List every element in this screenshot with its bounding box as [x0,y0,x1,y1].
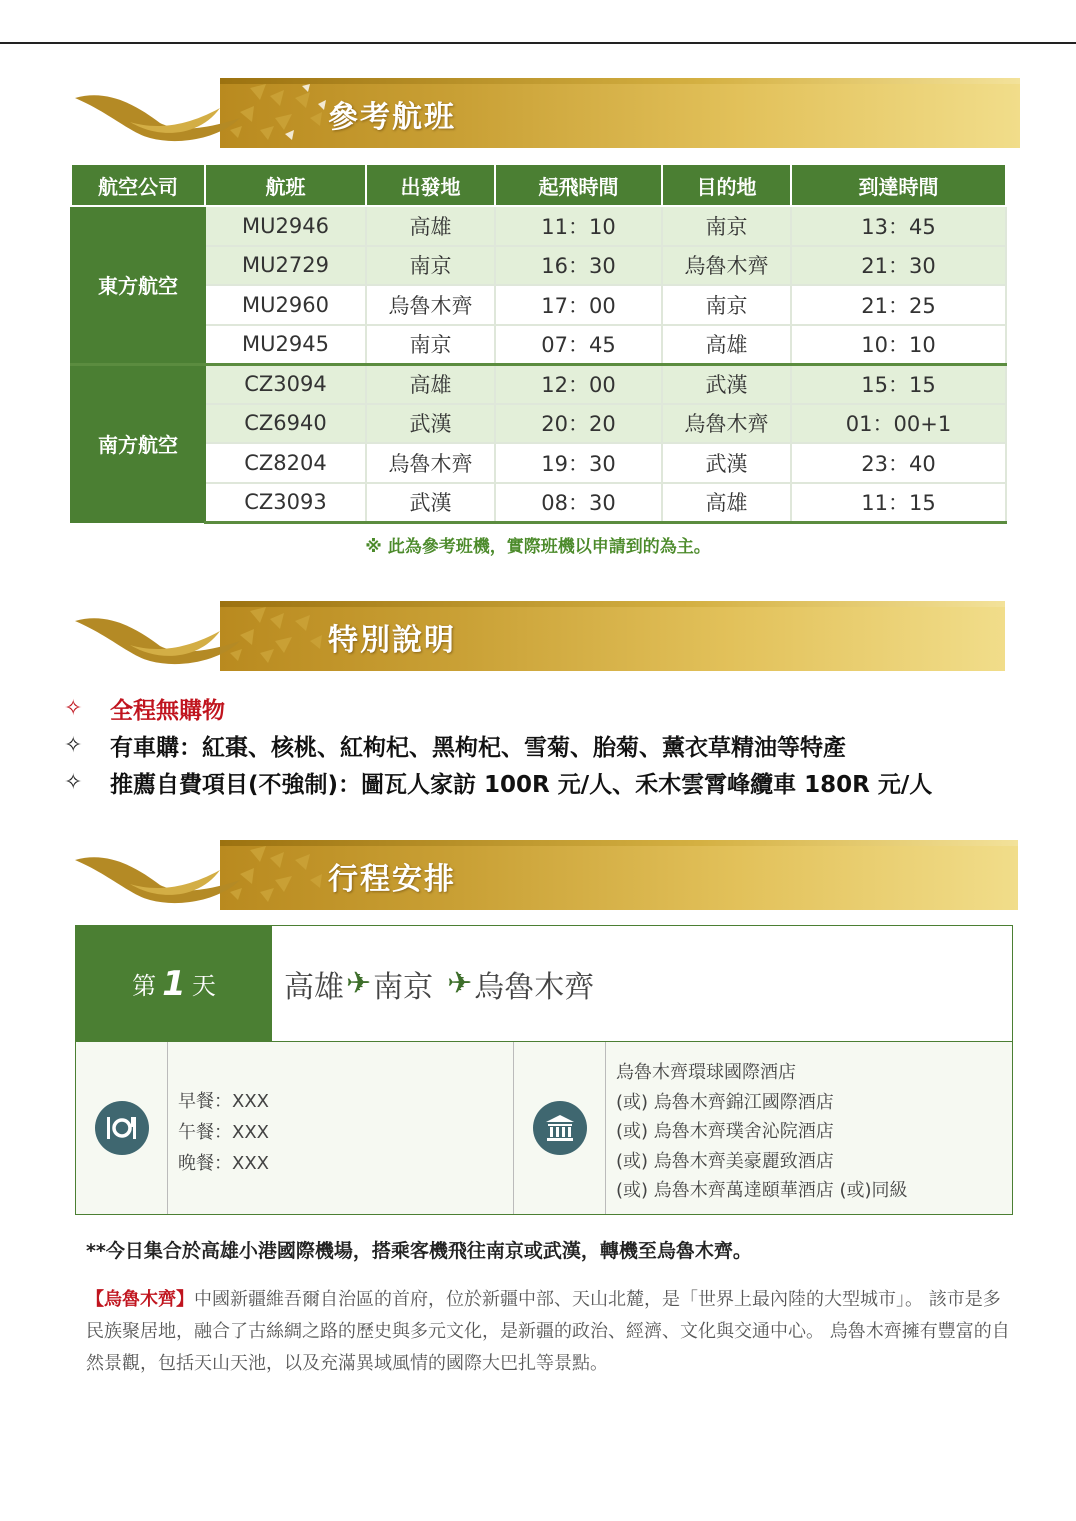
day-route [272,926,1012,1041]
building-icon [533,1101,587,1155]
route-stop: 南京 [373,969,434,1005]
depart-time: 16：30 [495,246,662,286]
flight-number: CZ3093 [205,483,366,523]
departure: 南京 [366,246,495,286]
flight-number: MU2960 [205,285,366,325]
header-departure: 出發地 [366,164,495,206]
arrive-time: 11：15 [791,483,1006,523]
meal-lunch: 午餐：XXX [178,1122,269,1143]
day-header [76,926,1012,1041]
flight-number: MU2729 [205,246,366,286]
destination: 武漢 [662,364,791,404]
note-text: 有車購：紅棗、核桃、紅枸杞、黑枸杞、雪菊、胎菊、薰衣草精油等特產 [110,735,846,761]
header-arrive-time: 到達時間 [791,164,1006,206]
table-row [71,443,1006,483]
header-destination: 目的地 [662,164,791,206]
star-icon: ✧ [64,696,83,721]
hotels-list [606,1042,1012,1214]
list-item [64,764,932,801]
route-stop: 烏魯木齊 [474,969,595,1005]
day-1-table [75,925,1013,1215]
depart-time: 17：00 [495,285,662,325]
destination: 烏魯木齊 [662,404,791,444]
arrive-time: 01：00+1 [791,404,1006,444]
table-row [71,325,1006,365]
flight-number: CZ6940 [205,404,366,444]
meal-dinner: 晚餐：XXX [178,1153,269,1174]
airline-cell: 東方航空 [71,206,205,364]
arrive-time: 21：30 [791,246,1006,286]
depart-time: 12：00 [495,364,662,404]
table-row [71,285,1006,325]
top-rule [0,42,1076,44]
depart-time: 11：10 [495,206,662,246]
day-details [76,1041,1012,1214]
route-stop: 高雄 [284,969,344,1005]
flight-table [70,163,1007,524]
city-description [86,1284,1016,1380]
section-banner-itinerary [70,840,1018,914]
section-banner-notes [70,601,1005,675]
destination: 高雄 [662,483,791,523]
banner-title: 特別說明 [328,623,456,658]
hotel-icon-cell [514,1042,606,1214]
utensils-icon [95,1101,149,1155]
gathering-note: **今日集合於高雄小港國際機場，搭乘客機飛往南京或武漢，轉機至烏魯木齊。 [86,1240,752,1262]
departure: 高雄 [366,364,495,404]
departure: 高雄 [366,206,495,246]
hotel-option: (或) 烏魯木齊萬達頤華酒店 (或)同級 [616,1180,908,1201]
header-flight: 航班 [205,164,366,206]
hotel-option: (或) 烏魯木齊錦江國際酒店 [616,1091,834,1113]
arrive-time: 15：15 [791,364,1006,404]
banner-title: 參考航班 [328,100,456,135]
phoenix-ornament-icon [70,601,370,675]
banner-title: 行程安排 [328,862,456,897]
depart-time: 19：30 [495,443,662,483]
airline-cell: 南方航空 [71,364,205,522]
flight-number: CZ8204 [205,443,366,483]
table-row [71,483,1006,523]
table-row [71,364,1006,404]
flight-number: MU2945 [205,325,366,365]
depart-time: 08：30 [495,483,662,523]
destination: 烏魯木齊 [662,246,791,286]
header-airline: 航空公司 [71,164,205,206]
city-desc-text: 中國新疆維吾爾自治區的首府，位於新疆中部、天山北麓，是「世界上最內陸的大型城市」。 該市是多民族聚居地，融合了古絲綢之路的歷史與多元文化，是新疆的政治、經濟、文化與交通中心。 烏魯木齊擁有豐富的自然景觀，包括天山天池，以及充滿異域風情的國際大巴扎等景點。 [86,1289,1010,1374]
hotel-option: (或) 烏魯木齊璞舍沁院酒店 [616,1121,834,1142]
flight-table-header [71,164,1006,206]
section-banner-flights [70,78,1020,152]
star-icon: ✧ [64,733,83,758]
table-row [71,246,1006,286]
list-item [64,727,932,764]
destination: 南京 [662,206,791,246]
note-text: 全程無購物 [110,698,225,724]
special-notes-list [64,690,932,801]
depart-time: 07：45 [495,325,662,365]
destination: 南京 [662,285,791,325]
arrive-time: 21：25 [791,285,1006,325]
flight-note: ※ 此為參考班機，實際班機以申請到的為主。 [365,537,711,557]
phoenix-ornament-icon [70,840,370,914]
departure: 武漢 [366,404,495,444]
header-depart-time: 起飛時間 [495,164,662,206]
day-label-pre: 第 [132,972,157,1000]
flight-number: MU2946 [205,206,366,246]
departure: 烏魯木齊 [366,443,495,483]
city-name: 【烏魯木齊】 [86,1289,194,1310]
hotel-option: 烏魯木齊環球國際酒店 [616,1062,796,1083]
hotel-option: (或) 烏魯木齊美豪麗致酒店 [616,1150,834,1172]
phoenix-ornament-icon [70,78,370,152]
day-label [76,926,272,1041]
day-label-post: 天 [191,972,216,1000]
note-text: 推薦自費項目(不強制)：圖瓦人家訪 100R 元/人、禾木雲霄峰纜車 180R 元/人 [110,772,933,798]
meal-icon-cell [76,1042,168,1214]
destination: 武漢 [662,443,791,483]
departure: 烏魯木齊 [366,285,495,325]
depart-time: 20：20 [495,404,662,444]
departure: 南京 [366,325,495,365]
plane-icon: ✈ [346,966,372,1001]
list-item [64,690,932,727]
departure: 武漢 [366,483,495,523]
meals-list [168,1042,514,1214]
star-icon: ✧ [64,770,83,795]
arrive-time: 23：40 [791,443,1006,483]
day-number: 1 [162,963,186,1004]
destination: 高雄 [662,325,791,365]
flight-number: CZ3094 [205,364,366,404]
plane-icon: ✈ [447,966,473,1001]
table-row [71,404,1006,444]
arrive-time: 13：45 [791,206,1006,246]
table-row [71,206,1006,246]
arrive-time: 10：10 [791,325,1006,365]
meal-breakfast: 早餐：XXX [178,1091,269,1112]
